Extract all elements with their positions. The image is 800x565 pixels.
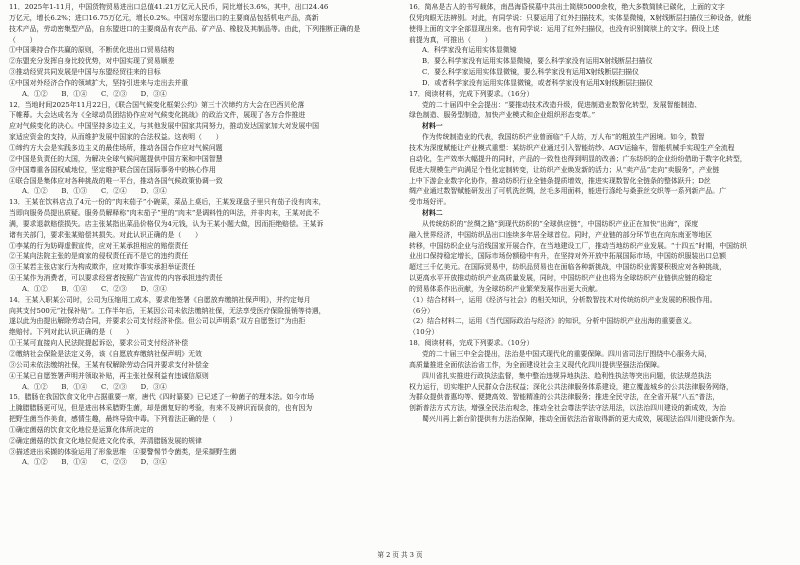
text-line: 家适应资金的支持，从而维护发展中国家的合法权益。这表明（ ）: [9, 133, 223, 142]
answer-option: C．要么科学家运用实体显微镜，要么科学家没有运用X射线断层扫描仪: [422, 68, 639, 77]
material-heading: 材料二: [422, 209, 443, 218]
text-line: 党的二十届三中全会提出，法治是中国式现代化的重要保障。四川省司法厅围绕中心服务大局，: [422, 350, 712, 358]
text-line: 权力运行，切实维护人民群众合法权益；深化公共法律服务体系建设，建立覆盖城乡的公共法律服务网络，: [409, 382, 733, 391]
text-line: ②中国是负责任的大国，为解决全球气候问题提供中国方案和中国智慧: [9, 154, 223, 163]
text-line: ④中国对外经济合作的领域扩大，坚持引进来与走出去并重: [9, 78, 189, 87]
text-line: （ ）: [9, 35, 37, 44]
text-line: 绿色制造、服务型制造，加快产业模式和企业组织形态变革。”: [409, 111, 596, 120]
text-line: ②缴纳社会保险是法定义务，该《自愿放弃缴纳社保声明》无效: [9, 350, 202, 358]
text-line: ③推动经贸共同发展是中国与东盟经贸往来的目标: [9, 68, 161, 77]
text-line: （1）结合材料一，运用《经济与社会》的相关知识，分析数智技术对传统纺织产业发展的积极作用。: [409, 295, 717, 304]
text-line: 16．简帛是古人的书写载体，南昌海昏侯墓中共出土简牍5000余枚，绝大多数简牍已碳化，上面的文字: [409, 3, 725, 11]
answer-option: B．要么科学家没有运用实体显微镜，要么科学家没有运用X射线断层扫描仪: [422, 57, 653, 66]
text-line: ②东盟充分发挥自身比较优势，对中国实现了贸易顺差: [9, 57, 175, 66]
text-line: 蜀兴川再上新台阶提供有力法治保障，推动全面依法治省取得新的更大成效，展现法治四川建设新作为。: [422, 415, 739, 424]
answer-option: D．或者科学家没有运用实体显微镜，或者科学家没有运用X射线断层扫描仪: [422, 78, 653, 87]
text-line: 从传统纺织的“丝绸之路”到现代纺织的“全球供应链”，中国纺织产业正在加快“出海”，深度: [422, 219, 699, 228]
text-line: ④王某已自愿签署声明并领取补贴，再主张社保利益有违诚信原则: [9, 371, 209, 380]
text-line: 15．腊肠在我国饮食文化中占据重要一席，唐代《四时纂要》已记述了一种菌子的理本法。如今市场: [9, 393, 315, 402]
page-number: 第 2 页 共 3 页: [377, 551, 423, 559]
answer-options: A．①② B．①④ C．②③ D．③④: [22, 89, 167, 98]
text-line: 使得上面的文字全部显现出来。也有同学说：运用了红外扫描仪，也没有识别简牍上的文字。假设上述: [409, 24, 720, 33]
text-line: 高质量推进全面依法治省工作，为全面建设社会主义现代化四川提供坚强法治保障。: [409, 360, 664, 369]
text-line: 超过三千亿美元。在国际贸易中，纺织品贸易也在面临各种新挑战，中国纺织业需要积极应对各种挑战，: [409, 263, 726, 272]
text-line: 技术为深度赋能让产业模式重塑：某纺织产业通过引入智能纺纱、AGV运输车，智能机械手实现生产全流程: [409, 143, 735, 152]
text-line: 满，要求退款赔偿损失。店主张某指出菜品价格仅为4元钱，认为王某小题大做，因而拒绝赔偿。王某诉: [9, 219, 324, 228]
text-line: 的贸易体系作出贡献，为全球纺织产业繁荣发展作出更大贡献。: [409, 284, 602, 293]
text-line: 把野生菌当作美食，感情生趣，最终导致中毒。下列看法正确的是（ ）: [9, 415, 237, 424]
text-line: ①王某可直接向人民法院提起诉讼，要求公司支付经济补偿: [9, 339, 189, 348]
text-line: 下帷幕。大会达成名为《全球动员团结协作应对气候变化挑战》的政治文件，展现了各方合作推进: [9, 111, 306, 120]
text-line: 13．王某在饮料店点了4元一份的“肉末茄子”小碗菜，菜品上桌后，王某发现盘子里只有茄子没有肉末，: [9, 198, 326, 207]
text-line: 18．阅读材料，完成下列要求。（10分）: [409, 339, 534, 348]
text-line: 作为传统制造业的代表，我国纺织产业曾面临“千人纺，万人布”的粗放生产困境。如今，数智: [422, 133, 705, 142]
text-line: 前提为真，可推出（ ）: [409, 35, 492, 44]
text-line: （10分）: [409, 328, 439, 337]
text-line: 绸产业通过数智赋能研发出了可机洗丝绸，丝毛多用面料，能进行涤纶与桑蚕丝交织等一系列新产品。广: [409, 187, 726, 196]
text-line: 技术产品，劳动密集型产品，自东盟进口的主要商品有农产品、矿产品、橡胶及其制品等。由此，下列推断正确的是: [9, 24, 361, 33]
text-line: 促进大规模生产向满足个性化定制转变，让纺织产业焕发新的活力；从“卖产品”走向“卖服务”，产业链: [409, 165, 720, 174]
text-line: 转移，中国纺织企业与沿线国家开展合作，在当地建设工厂，推动当地纺织产业发展。“十四五”时期，中国纺织: [409, 241, 747, 250]
text-line: 为群众提供普惠均等、便捷高效、智能精准的公共法律服务；推进全民守法，在全省开展“八五”普法，: [409, 393, 720, 402]
text-line: 业出口保持稳定增长，国际市场份额稳中有升，在坚持对外开放中拓展国际市场，中国纺织服装出口总额: [409, 252, 726, 261]
text-line: 上中下游企业数字化协作，推动纺织行业全链条提质增效，推进实现数智化全链条的整体跃升；D丝: [409, 176, 711, 185]
material-heading: 材料一: [422, 122, 443, 131]
text-line: 14．王某入职某公司时，公司为压缩用工成本，要求他签署《自愿放弃缴纳社保声明》，并约定每月: [9, 295, 311, 304]
text-line: ④联合国是集体应对各种挑战的唯一平台，推动各国气候政策协调一致: [9, 176, 223, 185]
answer-option: A．科学家没有运用实体显微镜: [422, 46, 517, 55]
text-line: ③公司未依法缴纳社保，王某有权解除劳动合同并要求支付补偿金: [9, 360, 209, 369]
text-line: 上腌腊腊肠更可见，但是进出林采腊野生菌，却是菌复好的考验，有来不及辨识而误食的，也有因为: [9, 404, 313, 413]
answer-options: A．①② B．①④ C．②③ D．③④: [22, 382, 167, 391]
text-line: 党的二十届四中全会提出：“要推动技术改造升级，促进制造业数智化转型，发展智能制造、: [422, 100, 702, 109]
text-line: ①确定菌菇的饮食文化地位是运算化体所决定的: [9, 425, 154, 434]
text-line: ①缔约方大会是实践多边主义的最佳场所，推动各国合作应对气候问题: [9, 143, 223, 152]
text-line: 四川省扎实推进行政执法监督，集中整治违规异地执法、趋利性执法等突出问题，依法规范执法: [422, 371, 712, 380]
answer-options: A．①② B．①③ C．②④ D．③④: [22, 187, 167, 196]
text-line: 仅凭肉眼无法辨别。对此，有同学说：只要运用了红外扫描技术，实体显微镜，X射线断层扫描仪三种设备，就能: [409, 13, 752, 22]
text-line: 11．2025年1-11月，中国货物贸易进出口总值41.21万亿元人民币，同比增长3.6%，其中，出口24.46: [9, 3, 329, 11]
text-line: ②王某向法院主张的是商家的侵权责任而不是它的违约责任: [9, 252, 189, 261]
text-line: 诸有关部门，要求张某赔偿其损失。对此认识正确的是（ ）: [9, 230, 202, 239]
text-line: ①中国秉持合作共赢的原则，不断优化进出口贸易结构: [9, 46, 175, 55]
text-line: ③王某若主张店家行为构成欺诈，应对欺诈事实承担举证责任: [9, 263, 196, 272]
text-line: 受市场好评。: [409, 198, 451, 207]
text-line: ②确定菌菇的饮食文化地位促进文化传承，弄清腊肠发展的规律: [9, 436, 202, 445]
text-line: 创新普法方式方法，增强全民法治观念，推动全社会尊法学法守法用法，以法治四川建设的新成效，为治: [409, 404, 726, 413]
text-line: ③描述进出采撷的体验运用了形象思维 ④要警惕节令菌类，是采撷野生菌: [9, 447, 237, 456]
text-line: （2）结合材料二，运用《当代国际政治与经济》的知识，分析中国纺织产业出海的重要意义。: [409, 317, 696, 326]
text-line: 遂以此为由提出解除劳动合同，并要求公司支付经济补偿。但公司以声明系“双方自愿签订”为由拒: [9, 317, 306, 326]
text-line: 绝赔付。下列对此认识正确的是（ ）: [9, 328, 134, 337]
text-line: ④王某作为消费者，可以要求经营者按照广告宣传的内容承担违约责任: [9, 274, 223, 283]
text-line: 以更高水平开放推动纺织产业高质量发展，同时，中国纺织产业也将为全球纺织产业链供应链的稳定: [409, 274, 713, 283]
text-line: （6分）: [409, 306, 435, 315]
text-line: 万亿元，增长6.2%；进口16.75万亿元，增长0.2%。中国对东盟出口的主要商品包括机电产品，高新: [9, 13, 319, 22]
text-line: ①李某的行为妨碍虚假宣传，应对王某承担相应的赔偿责任: [9, 241, 189, 250]
text-line: 17．阅读材料，完成下列要求。（16分）: [409, 89, 534, 98]
answer-options: A．①② B．①④ C．②③ D．③④: [22, 284, 167, 293]
text-line: 应对气候变化的决心。中国坚持多边主义，与其他发展中国家共同努力，推动发达国家加大对发展中国: [9, 122, 320, 131]
left-column: [9, 2, 393, 468]
right-column: [409, 2, 794, 425]
text-line: 自动化，生产效率大幅提升的同时，产品的一致性也得到明显的改善；广东纺织的企业纷纷借助于数字化转型，: [409, 154, 747, 163]
text-line: 融入世界经济，中国纺织品出口连续多年居全球首位。同时，产业链的部分环节也在向东南亚等地区: [409, 230, 713, 239]
text-line: 当即向服务员提出质疑。服务员解释称“肉末茄子”里的“肉末”是调料性的叫法，并非肉末，王某对此不: [9, 209, 320, 218]
text-line: 向其支付500元“社保补贴”。工作半年后，王某因公司未依法缴纳社保，无法享受医疗保险报销等待遇，: [9, 306, 326, 315]
answer-options: A．①② B．①④ C．②③ D．③④: [22, 458, 167, 467]
text-line: ③中国尊重各国权威地位，坚定维护联合国在国际事务中的核心作用: [9, 165, 216, 174]
text-line: 12．当地时间2025年11月22日，《联合国气候变化框架公约》第三十次缔约方大会在巴西贝伦落: [9, 100, 305, 109]
